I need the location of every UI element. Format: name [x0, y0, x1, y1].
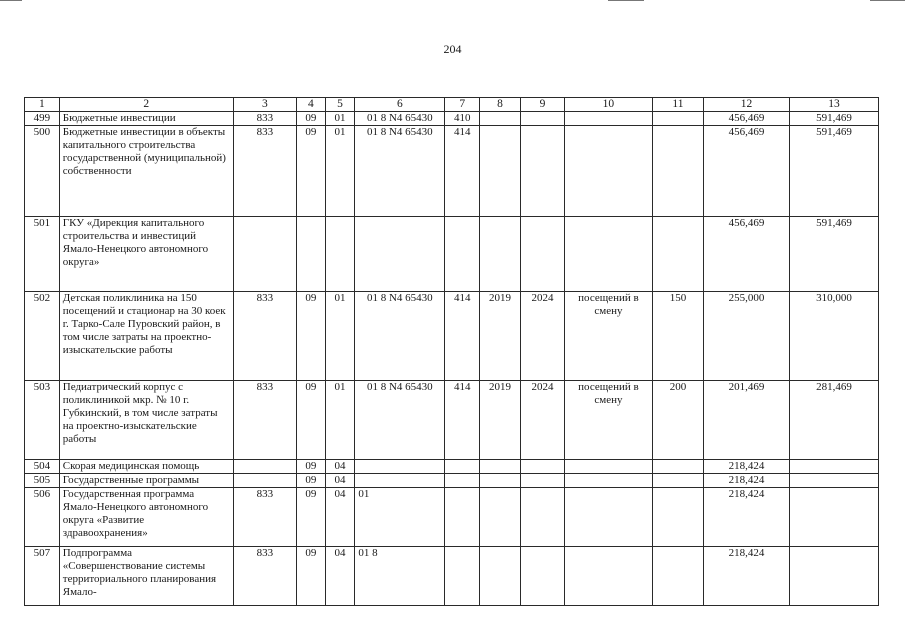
- column-header: 7: [445, 98, 480, 112]
- amount-col12: 201,469: [704, 381, 790, 460]
- capacity-value: [652, 547, 703, 606]
- ministry-code: [233, 474, 296, 488]
- amount-col13: [789, 460, 878, 474]
- target-article-code: 01: [355, 488, 445, 547]
- expense-type-code: 414: [445, 292, 480, 381]
- end-year: [520, 112, 564, 126]
- end-year: [520, 217, 564, 292]
- capacity-value: [652, 460, 703, 474]
- column-header: 2: [59, 98, 233, 112]
- table-row: [25, 460, 879, 474]
- column-header: 11: [652, 98, 703, 112]
- top-edge-line: [608, 0, 644, 1]
- end-year: [520, 488, 564, 547]
- ministry-code: 833: [233, 547, 296, 606]
- ministry-code: [233, 217, 296, 292]
- row-number: 502: [25, 292, 60, 381]
- amount-col12: 218,424: [704, 460, 790, 474]
- end-year: 2024: [520, 381, 564, 460]
- column-header: 1: [25, 98, 60, 112]
- capacity-unit: посещений в смену: [564, 292, 652, 381]
- expense-type-code: [445, 460, 480, 474]
- amount-col13: 591,469: [789, 126, 878, 217]
- table-row: [25, 474, 879, 488]
- start-year: 2019: [480, 292, 521, 381]
- section-code: 09: [297, 112, 326, 126]
- ministry-code: 833: [233, 381, 296, 460]
- row-name: Детская поликлиника на 150 посещений и стационар на 30 коек г. Тарко-Сале Пуровский район, в том числе затраты на проектно-изыскательские работы: [59, 292, 233, 381]
- expense-type-code: [445, 217, 480, 292]
- top-edge-line: [870, 0, 905, 1]
- expense-type-code: [445, 474, 480, 488]
- capacity-value: [652, 217, 703, 292]
- expense-type-code: 414: [445, 381, 480, 460]
- row-number: 504: [25, 460, 60, 474]
- subsection-code: 01: [325, 381, 355, 460]
- target-article-code: 01 8 N4 65430: [355, 126, 445, 217]
- expense-type-code: 410: [445, 112, 480, 126]
- row-name: Бюджетные инвестиции: [59, 112, 233, 126]
- start-year: [480, 112, 521, 126]
- header-row: [25, 98, 879, 112]
- target-article-code: 01 8 N4 65430: [355, 112, 445, 126]
- table-row: [25, 381, 879, 460]
- row-name: Педиатрический корпус с поликлиникой мкр. № 10 г. Губкинский, в том числе затраты на проектно-изыскательские работы: [59, 381, 233, 460]
- row-name: Скорая медицинская помощь: [59, 460, 233, 474]
- section-code: 09: [297, 126, 326, 217]
- target-article-code: 01 8: [355, 547, 445, 606]
- row-number: 505: [25, 474, 60, 488]
- row-number: 499: [25, 112, 60, 126]
- start-year: [480, 474, 521, 488]
- ministry-code: 833: [233, 488, 296, 547]
- amount-col13: 591,469: [789, 217, 878, 292]
- table-row: [25, 488, 879, 547]
- subsection-code: 01: [325, 292, 355, 381]
- end-year: [520, 474, 564, 488]
- capacity-unit: [564, 547, 652, 606]
- capacity-value: [652, 126, 703, 217]
- capacity-value: [652, 112, 703, 126]
- top-edge-line: [0, 0, 22, 1]
- expense-type-code: 414: [445, 126, 480, 217]
- column-header: 12: [704, 98, 790, 112]
- amount-col13: 310,000: [789, 292, 878, 381]
- capacity-unit: [564, 112, 652, 126]
- row-name: Государственная программа Ямало-Ненецкого автономного округа «Развитие здравоохранения»: [59, 488, 233, 547]
- column-header: 6: [355, 98, 445, 112]
- table-row: [25, 292, 879, 381]
- section-code: 09: [297, 292, 326, 381]
- column-header: 9: [520, 98, 564, 112]
- section-code: 09: [297, 547, 326, 606]
- section-code: [297, 217, 326, 292]
- row-name: Подпрограмма «Совершенствование системы территориального планирования Ямало-: [59, 547, 233, 606]
- column-header: 4: [297, 98, 326, 112]
- table-row: [25, 126, 879, 217]
- column-header: 5: [325, 98, 355, 112]
- table-row: [25, 112, 879, 126]
- amount-col13: [789, 474, 878, 488]
- amount-col13: 281,469: [789, 381, 878, 460]
- ministry-code: 833: [233, 112, 296, 126]
- start-year: [480, 488, 521, 547]
- amount-col12: 218,424: [704, 547, 790, 606]
- capacity-value: 200: [652, 381, 703, 460]
- capacity-value: [652, 474, 703, 488]
- subsection-code: 04: [325, 488, 355, 547]
- end-year: [520, 126, 564, 217]
- subsection-code: 04: [325, 547, 355, 606]
- table-row: [25, 547, 879, 606]
- budget-table: [24, 97, 879, 606]
- start-year: 2019: [480, 381, 521, 460]
- start-year: [480, 547, 521, 606]
- row-number: 507: [25, 547, 60, 606]
- capacity-unit: посещений в смену: [564, 381, 652, 460]
- target-article-code: [355, 460, 445, 474]
- end-year: [520, 547, 564, 606]
- row-name: Бюджетные инвестиции в объекты капитального строительства государственной (муниципальной) собственности: [59, 126, 233, 217]
- subsection-code: 04: [325, 460, 355, 474]
- ministry-code: 833: [233, 126, 296, 217]
- amount-col12: 255,000: [704, 292, 790, 381]
- end-year: 2024: [520, 292, 564, 381]
- column-header: 10: [564, 98, 652, 112]
- capacity-unit: [564, 126, 652, 217]
- capacity-unit: [564, 474, 652, 488]
- table-row: [25, 217, 879, 292]
- target-article-code: 01 8 N4 65430: [355, 381, 445, 460]
- amount-col13: 591,469: [789, 112, 878, 126]
- end-year: [520, 460, 564, 474]
- capacity-value: [652, 488, 703, 547]
- section-code: 09: [297, 460, 326, 474]
- capacity-unit: [564, 460, 652, 474]
- ministry-code: 833: [233, 292, 296, 381]
- subsection-code: 04: [325, 474, 355, 488]
- target-article-code: [355, 474, 445, 488]
- amount-col12: 456,469: [704, 112, 790, 126]
- capacity-value: 150: [652, 292, 703, 381]
- column-header: 3: [233, 98, 296, 112]
- section-code: 09: [297, 381, 326, 460]
- row-name: ГКУ «Дирекция капитального строительства и инвестиций Ямало-Ненецкого автономного округа»: [59, 217, 233, 292]
- start-year: [480, 126, 521, 217]
- expense-type-code: [445, 547, 480, 606]
- row-number: 503: [25, 381, 60, 460]
- target-article-code: [355, 217, 445, 292]
- row-number: 501: [25, 217, 60, 292]
- subsection-code: 01: [325, 112, 355, 126]
- subsection-code: 01: [325, 126, 355, 217]
- section-code: 09: [297, 474, 326, 488]
- amount-col12: 218,424: [704, 474, 790, 488]
- row-number: 506: [25, 488, 60, 547]
- capacity-unit: [564, 217, 652, 292]
- start-year: [480, 217, 521, 292]
- amount-col13: [789, 488, 878, 547]
- row-number: 500: [25, 126, 60, 217]
- ministry-code: [233, 460, 296, 474]
- column-header: 8: [480, 98, 521, 112]
- subsection-code: [325, 217, 355, 292]
- page-number: 204: [443, 42, 462, 56]
- start-year: [480, 460, 521, 474]
- expense-type-code: [445, 488, 480, 547]
- capacity-unit: [564, 488, 652, 547]
- row-name: Государственные программы: [59, 474, 233, 488]
- column-header: 13: [789, 98, 878, 112]
- amount-col13: [789, 547, 878, 606]
- section-code: 09: [297, 488, 326, 547]
- amount-col12: 456,469: [704, 217, 790, 292]
- target-article-code: 01 8 N4 65430: [355, 292, 445, 381]
- amount-col12: 456,469: [704, 126, 790, 217]
- amount-col12: 218,424: [704, 488, 790, 547]
